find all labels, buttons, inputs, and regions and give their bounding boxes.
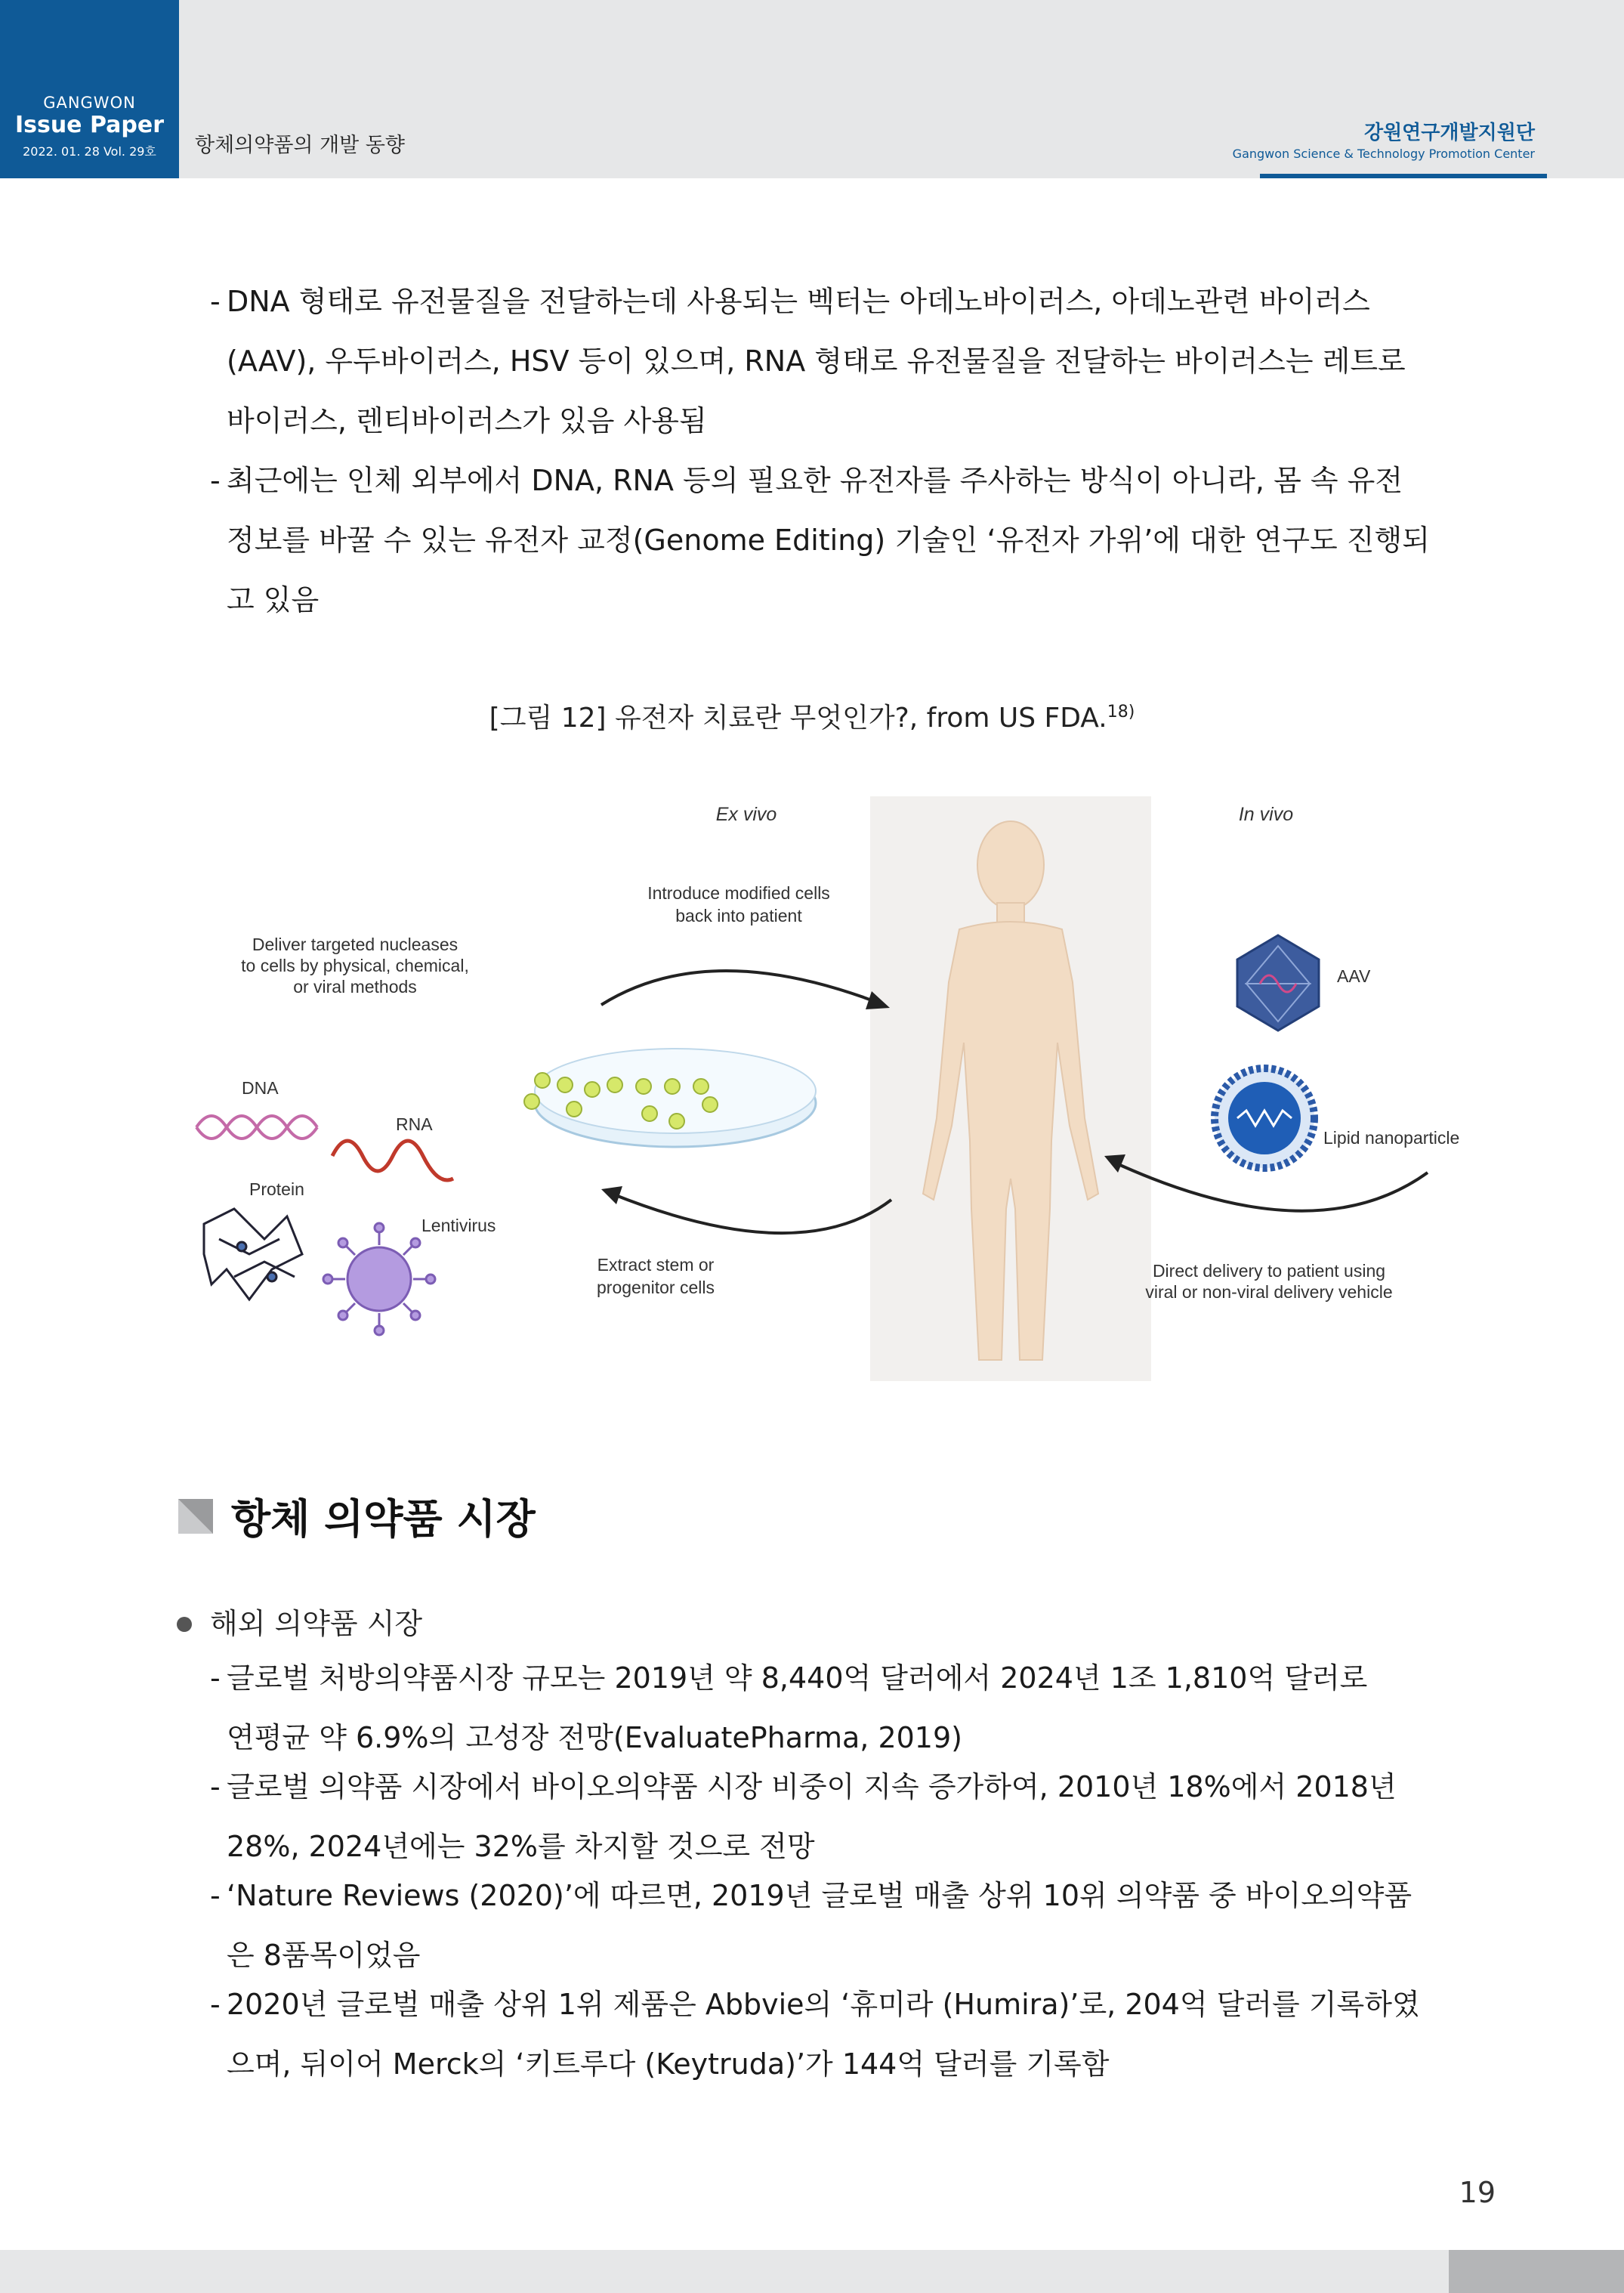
footnote-ref: 18) [1107, 703, 1135, 722]
brand-logo [0, 0, 179, 178]
rna-label: RNA [396, 1114, 433, 1134]
section-title: 항체 의약품 시장 [231, 1495, 536, 1543]
lentivirus-icon [323, 1223, 435, 1335]
ex-vivo-title: Ex vivo [715, 804, 777, 825]
in-vivo-title: In vivo [1238, 804, 1294, 825]
intro-bullet-line: DNA 형태로 유전물질을 전달하는데 사용되는 벡터는 아데노바이러스, 아데노관련 바이러스 [227, 285, 1370, 318]
protein-label: Protein [249, 1179, 304, 1199]
market-line: 은 8품목이었음 [227, 1939, 421, 1972]
bullet-dot-icon [177, 1617, 192, 1632]
petri-dish-icon [524, 1049, 816, 1147]
market-line: 글로벌 처방의약품시장 규모는 2019년 약 8,440억 달러에서 2024년 1조 1,810억 달러로 [227, 1661, 1368, 1695]
introduce-label-1: Introduce modified cells [647, 883, 830, 903]
lentivirus-label: Lentivirus [421, 1216, 496, 1235]
intro-bullet-line: 고 있음 [227, 583, 320, 617]
issue-date: 2022. 01. 28 Vol. 29호 [23, 144, 156, 159]
org-subtitle: Gangwon Science & Technology Promotion Center [1232, 147, 1535, 161]
introduce-label-2: back into patient [675, 906, 802, 926]
lipid-label: Lipid nanoparticle [1323, 1128, 1460, 1148]
deliver-label-2: to cells by physical, chemical, [241, 956, 469, 975]
direct-label-1: Direct delivery to patient using [1152, 1261, 1386, 1281]
protein-structure-icon [204, 1209, 302, 1299]
intro-bullet-line: 정보를 바꿀 수 있는 유전자 교정(Genome Editing) 기술인 ‘유전자 가위’에 대한 연구도 진행되 [227, 524, 1430, 557]
intro-bullet-line: 바이러스, 렌티바이러스가 있음 사용됨 [227, 404, 707, 437]
extract-arrowhead [601, 1186, 622, 1204]
brand-name: Issue Paper [14, 112, 165, 138]
intro-bullet-1: - DNA 형태로 유전물질을 전달하는데 사용되는 벡터는 아데노바이러스, 아데노관련 바이러스 (AAV), 우두바이러스, HSV 등이 있으며, RNA 형태로 유전물질을 전달하는 바이러스는 레트로 바이러스, 렌티바이러스가 있음 사용됨 [210, 272, 1449, 451]
deliver-label-3: or viral methods [293, 977, 417, 997]
intro-bullet-line: 최근에는 인체 외부에서 DNA, RNA 등의 필요한 유전자를 주사하는 방식이 아니라, 몸 속 유전 [227, 464, 1403, 497]
deliver-label-1: Deliver targeted nucleases [252, 935, 458, 954]
section-heading [178, 1487, 536, 1545]
market-line: 28%, 2024년에는 32%를 차지할 것으로 전망 [227, 1830, 815, 1863]
org-name: 강원연구개발지원단 [1363, 122, 1535, 144]
market-line: 으며, 뒤이어 Merck의 ‘키트루다 (Keytruda)’가 144억 달러를 기록함 [227, 2047, 1110, 2081]
direct-label-2: viral or non-viral delivery vehicle [1145, 1282, 1393, 1302]
extract-arrow [612, 1194, 891, 1233]
market-item-2: - 글로벌 의약품 시장에서 바이오의약품 시장 비중이 지속 증가하여, 2010년 18%에서 2018년 28%, 2024년에는 32%를 차지할 것으로 전망 [210, 1757, 1449, 1877]
market-item-3: - ‘Nature Reviews (2020)’에 따르면, 2019년 글로벌 매출 상위 10위 의약품 중 바이오의약품 은 8품목이었음 [210, 1866, 1449, 1986]
market-line: ‘Nature Reviews (2020)’에 따르면, 2019년 글로벌 매출 상위 10위 의약품 중 바이오의약품 [227, 1879, 1413, 1912]
brand-region: GANGWON [43, 94, 136, 112]
aav-label: AAV [1337, 966, 1371, 986]
extract-label-1: Extract stem or [597, 1255, 715, 1275]
intro-bullet-2: - 최근에는 인체 외부에서 DNA, RNA 등의 필요한 유전자를 주사하는 방식이 아니라, 몸 속 유전 정보를 바꿀 수 있는 유전자 교정(Genome Editing) 기술인 ‘유전자 가위’에 대한 연구도 진행되 고 있음 [210, 451, 1449, 630]
page-number: 19 [1459, 2176, 1496, 2209]
intro-bullet-line: (AAV), 우두바이러스, HSV 등이 있으며, RNA 형태로 유전물질을 전달하는 바이러스는 레트로 [227, 345, 1406, 378]
introduce-arrow [601, 971, 884, 1005]
footer-accent [1449, 2250, 1624, 2293]
section-square-icon [178, 1499, 213, 1534]
market-bullet-text: 해외 의약품 시장 [210, 1607, 423, 1640]
figure-caption-text: [그림 12] 유전자 치료란 무엇인가?, from US FDA. [489, 703, 1107, 734]
market-item-4: - 2020년 글로벌 매출 상위 1위 제품은 Abbvie의 ‘휴미라 (Humira)’로, 204억 달러를 기록하였 으며, 뒤이어 Merck의 ‘키트루다 (Keytruda)’가 144억 달러를 기록함 [210, 1975, 1449, 2094]
rna-strand-icon [332, 1141, 453, 1180]
aav-capsid-icon [1237, 935, 1319, 1031]
figure-caption [0, 697, 1624, 735]
market-line: 2020년 글로벌 매출 상위 1위 제품은 Abbvie의 ‘휴미라 (Humira)’로, 204억 달러를 기록하였 [227, 1988, 1420, 2021]
dna-label: DNA [242, 1078, 279, 1098]
header-accent-line [1260, 174, 1547, 178]
gene-therapy-figure [181, 786, 1460, 1390]
dna-helix-icon [196, 1116, 317, 1139]
extract-label-2: progenitor cells [597, 1278, 715, 1297]
lipid-nanoparticle-icon [1215, 1068, 1314, 1168]
market-item-1: - 글로벌 처방의약품시장 규모는 2019년 약 8,440억 달러에서 2024년 1조 1,810억 달러로 연평균 약 6.9%의 고성장 전망(EvaluatePharma, 2019) [210, 1649, 1449, 1768]
market-line: 글로벌 의약품 시장에서 바이오의약품 시장 비중이 지속 증가하여, 2010년 18%에서 2018년 [227, 1770, 1397, 1803]
running-title: 항체의약품의 개발 동향 [195, 134, 405, 157]
footer-bar [0, 2250, 1624, 2293]
market-bullet [177, 1594, 422, 1654]
market-line: 연평균 약 6.9%의 고성장 전망(EvaluatePharma, 2019) [227, 1721, 962, 1754]
